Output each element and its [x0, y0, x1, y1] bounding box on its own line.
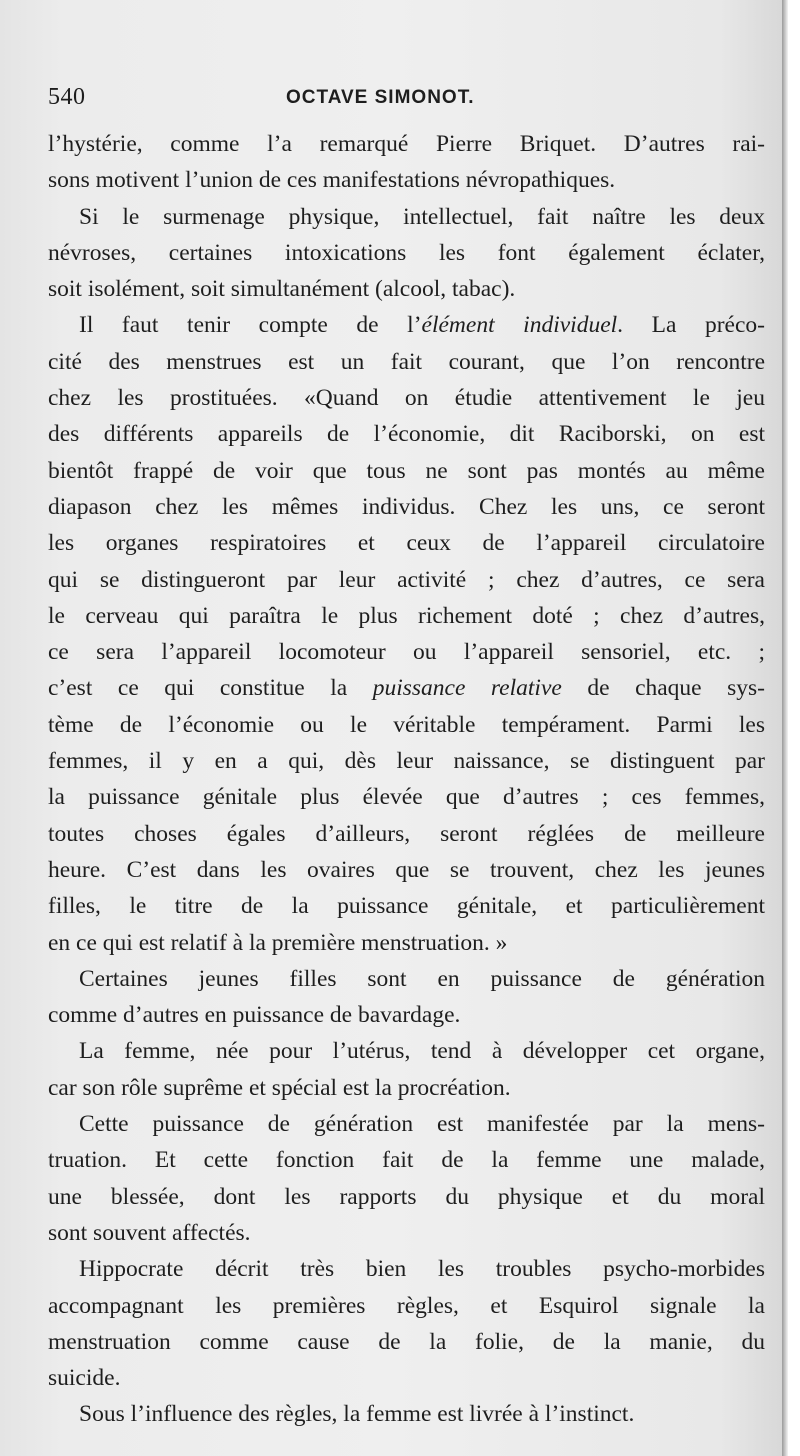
text-line: Si le surmenage physique, intellectuel, fait naître les deux [79, 203, 765, 230]
text-line: névroses, certaines intoxications les font également éclater, [48, 239, 765, 266]
body-text [48, 126, 765, 1433]
text-line: sont souvent affectés. [48, 1219, 251, 1246]
text-line: comme d’autres en puissance de bavardage. [48, 1002, 461, 1029]
text-fragment: Il faut tenir compte de l’ [79, 312, 422, 339]
text-line: Sous l’influence des règles, la femme est livrée à l’instinct. [79, 1401, 635, 1428]
text-line: Cette puissance de génération est manifestée par la mens- [79, 1111, 765, 1138]
text-line: bientôt frappé de voir que tous ne sont pas montés au même [48, 457, 765, 484]
text-line: heure. C’est dans les ovaires que se trouvent, chez les jeunes [48, 856, 765, 883]
text-line: La femme, née pour l’utérus, tend à développer cet organe, [79, 1038, 765, 1065]
text-line: truation. Et cette fonction fait de la femme une malade, [48, 1147, 765, 1174]
text-line: qui se distingueront par leur activité ; chez d’autres, ce sera [48, 566, 765, 593]
text-line: filles, le titre de la puissance génitale, et particulièrement [48, 893, 765, 920]
text-line [48, 670, 765, 706]
page-header [48, 84, 748, 118]
text-line: une blessée, dont les rapports du physique et du moral [48, 1183, 765, 1210]
text-line: car son rôle suprême et spécial est la procréation. [48, 1074, 511, 1101]
text-fragment: c’est ce qui constitue la [48, 675, 373, 702]
italic-term: puissance relative [372, 675, 562, 702]
page-number: 540 [48, 84, 86, 110]
text-line: menstruation comme cause de la folie, de la manie, du [48, 1328, 765, 1355]
text-line: les organes respiratoires et ceux de l’appareil circulatoire [48, 530, 765, 557]
text-line: tème de l’économie ou le véritable tempérament. Parmi les [48, 711, 765, 738]
text-line: suicide. [48, 1365, 121, 1392]
text-line: l’hystérie, comme l’a remarqué Pierre Briquet. D’autres rai- [48, 131, 765, 157]
text-line: Hippocrate décrit très bien les troubles psycho-morbides [79, 1256, 765, 1283]
text-fragment: . La préco- [617, 312, 765, 339]
text-line: cité des menstrues est un fait courant, que l’on rencontre [48, 348, 765, 375]
running-title: OCTAVE SIMONOT. [286, 87, 475, 108]
text-line: toutes choses égales d’ailleurs, seront réglées de meilleure [48, 820, 765, 847]
italic-term: élément individuel [421, 312, 618, 339]
text-line: diapason chez les mêmes individus. Chez les uns, ce seront [48, 493, 765, 520]
text-line: accompagnant les premières règles, et Esquirol signale la [48, 1292, 765, 1319]
text-line: soit isolément, soit simultanément (alcool, tabac). [48, 276, 516, 303]
text-line: ce sera l’appareil locomoteur ou l’appareil sensoriel, etc. ; [48, 639, 765, 666]
text-fragment: de chaque sys- [561, 675, 765, 702]
text-line: en ce qui est relatif à la première menstruation. » [48, 929, 508, 956]
text-line: sons motivent l’union de ces manifestations névropathiques. [48, 167, 616, 194]
text-line: chez les prostituées. «Quand on étudie attentivement le jeu [48, 385, 765, 412]
text-line: des différents appareils de l’économie, dit Raciborski, on est [48, 421, 765, 448]
text-line: femmes, il y en a qui, dès leur naissance, se distinguent par [48, 748, 765, 775]
text-line: la puissance génitale plus élevée que d’autres ; ces femmes, [48, 784, 765, 811]
text-line: Certaines jeunes filles sont en puissance de génération [79, 965, 765, 992]
text-line: le cerveau qui paraîtra le plus richement doté ; chez d’autres, [48, 602, 765, 629]
text-line [48, 307, 765, 343]
